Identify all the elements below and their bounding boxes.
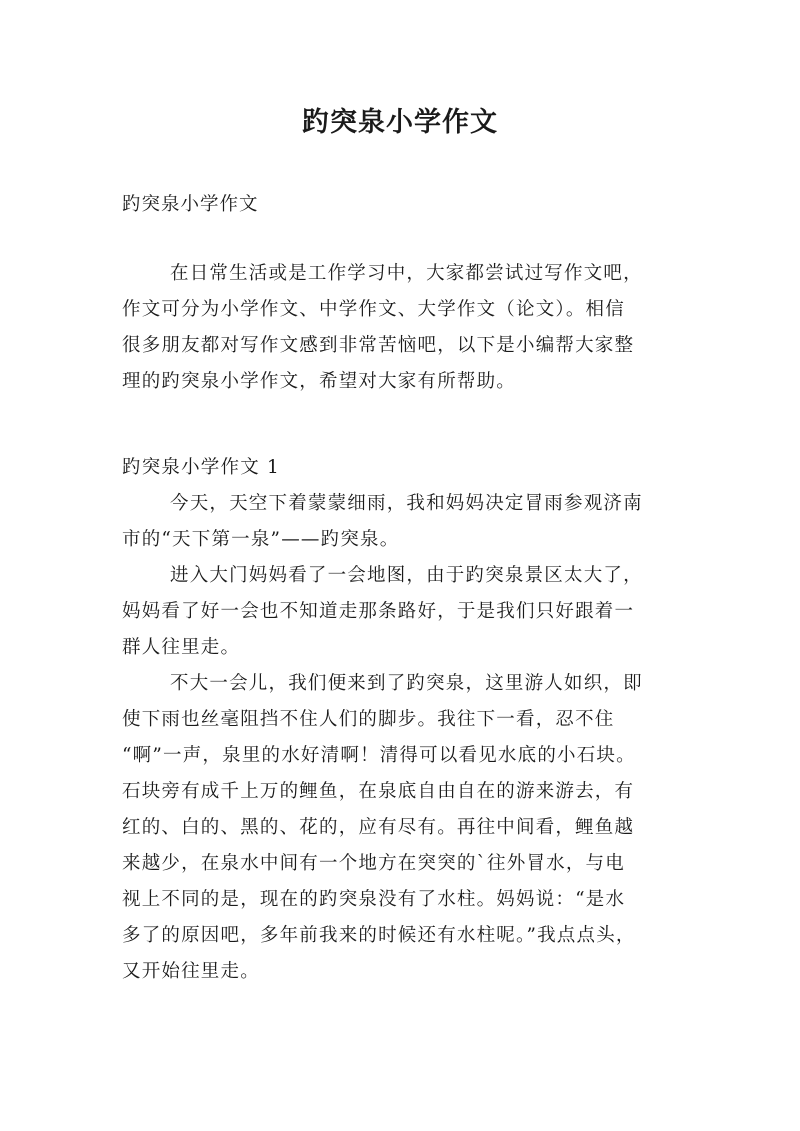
text-line: 妈妈看了好一会也不知道走那条路好，于是我们只好跟着一 <box>122 601 635 622</box>
document-title: 趵突泉小学作文 <box>302 107 498 138</box>
text-line: 视上不同的是，现在的趵突泉没有了水柱。妈妈说：“是水 <box>122 889 626 910</box>
text-line: 很多朋友都对写作文感到非常苦恼吧，以下是小编帮大家整 <box>122 335 635 356</box>
text-line: “啊”一声，泉里的水好清啊！清得可以看见水底的小石块。 <box>122 745 636 766</box>
intro-paragraph <box>122 256 688 400</box>
paragraph-2 <box>122 558 688 666</box>
text-line: 进入大门妈妈看了一会地图，由于趵突泉景区太大了， <box>170 565 643 586</box>
text-line: 多了的原因吧，多年前我来的时候还有水柱呢。”我点点头， <box>122 925 636 946</box>
text-line: 又开始往里走。 <box>122 961 260 982</box>
article-heading: 趵突泉小学作文 1 <box>122 457 280 478</box>
text-line: 群人往里走。 <box>122 637 241 658</box>
text-line: 红的、白的、黑的、花的，应有尽有。再往中间看，鲤鱼越 <box>122 817 635 838</box>
text-line: 理的趵突泉小学作文，希望对大家有所帮助。 <box>122 371 517 392</box>
text-line: 市的“天下第一泉”——趵突泉。 <box>122 529 400 550</box>
paragraph-3 <box>122 666 688 990</box>
text-line: 来越少，在泉水中间有一个地方在突突的`往外冒水，与电 <box>122 853 625 874</box>
text-line: 石块旁有成千上万的鲤鱼，在泉底自由自在的游来游去，有 <box>122 781 635 802</box>
text-line: 使下雨也丝毫阻挡不住人们的脚步。我往下一看，忍不住 <box>122 709 615 730</box>
document-subtitle: 趵突泉小学作文 <box>122 194 259 215</box>
text-line: 在日常生活或是工作学习中，大家都尝试过写作文吧， <box>170 263 643 284</box>
text-line: 作文可分为小学作文、中学作文、大学作文（论文）。相信 <box>122 299 625 320</box>
text-line: 今天，天空下着蒙蒙细雨，我和妈妈决定冒雨参观济南 <box>170 493 643 514</box>
article-section <box>122 450 688 990</box>
paragraph-1 <box>122 486 688 558</box>
text-line: 不大一会儿，我们便来到了趵突泉，这里游人如织，即 <box>170 673 643 694</box>
